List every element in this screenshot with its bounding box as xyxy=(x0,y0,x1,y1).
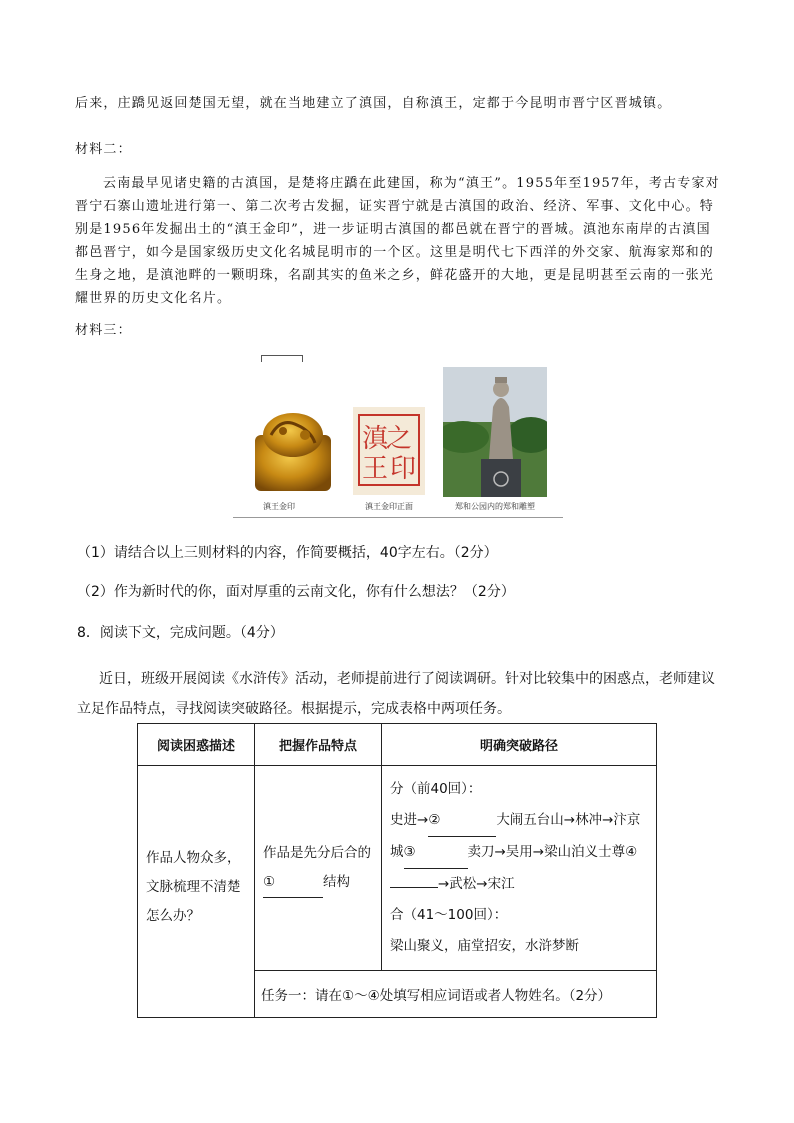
blank-1: ① xyxy=(263,868,323,898)
text-paragraph: 云南最早见诸史籍的古滇国，是楚将庄蹻在此建国，称为“滇王”。1955年至1957年，考古专家对晋宁石寨山遗址进行第一、第二次考古发掘，证实晋宁就是古滇国的政治、经济、军事、文化中心。特别是1956年发掘出土的“滇王金印”，进一步证明古滇国的都邑就在晋宁的晋城。滇池东南岸的古滇国都邑晋宁，如今是国家级历史文化名城昆明市的一个区。这里是明代七下西洋的外交家、航海家郑和的生身之地，是滇池畔的一颗明珠，名副其实的鱼米之乡，鲜花盛开的大地，更是昆明甚至云南的一张光耀世界的历史文化名片。 xyxy=(75,176,720,306)
table-header-cell: 阅读困惑描述 xyxy=(138,724,255,766)
question-8-text: 近日，班级开展阅读《水浒传》活动，老师提前进行了阅读调研。针对比较集中的困惑点，老师建议立足作品特点，寻找阅读突破路径。根据提示，完成表格中两项任务。 xyxy=(77,671,715,717)
task-table xyxy=(137,723,657,1018)
blank-4 xyxy=(390,887,438,888)
blank-3: ③ xyxy=(404,837,468,869)
section-label: 材料三： xyxy=(75,323,132,338)
question-2: （2）作为新时代的你，面对厚重的云南文化，你有什么想法？（2分） xyxy=(77,584,515,600)
figure-composite xyxy=(233,355,563,520)
text-paragraph: 后来，庄蹻见返回楚国无望，就在当地建立了滇国，自称滇王，定都于今昆明市晋宁区晋城镇。 xyxy=(75,96,672,111)
section-label: 材料二： xyxy=(75,142,132,157)
figure-caption: 郑和公园内的郑和雕塑 xyxy=(455,502,535,511)
figure-bottom-rule xyxy=(233,517,563,518)
table-header-cell: 明确突破路径 xyxy=(382,724,657,766)
gold-seal-image xyxy=(247,405,339,497)
table-header-cell: 把握作品特点 xyxy=(255,724,382,766)
seal-char: 滇之 王印 xyxy=(361,424,417,484)
table-cell-path: 分（前40回）： 史进→② 大闹五台山→林冲→汴京 城③ 卖刀→吴用→梁山泊义士尊④ →武松→宋江 合（41～100回）： 梁山聚义，庙堂招安，水浒梦断 xyxy=(382,766,657,971)
figure-frame-fragment xyxy=(261,355,303,362)
statue-photo-image xyxy=(443,367,547,497)
table-cell-task: 任务一：请在①～④处填写相应词语或者人物姓名。（2分） xyxy=(255,971,657,1018)
table-row xyxy=(138,766,657,971)
table-cell-feature: 作品是先分后合的① 结构 xyxy=(255,766,382,971)
figure-caption: 滇王金印 xyxy=(263,502,295,511)
table-cell-confusion: 作品人物众多，文脉梳理不清楚怎么办？ xyxy=(138,766,255,1018)
question-1: （1）请结合以上三则材料的内容，作简要概括，40字左右。（2分） xyxy=(77,545,498,561)
question-8-title: 8．阅读下文，完成问题。（4分） xyxy=(77,625,284,641)
figure-caption: 滇王金印正面 xyxy=(365,502,413,511)
table-header-row xyxy=(138,724,657,766)
seal-impression-image xyxy=(353,407,425,495)
blank-2: ② xyxy=(428,805,496,837)
